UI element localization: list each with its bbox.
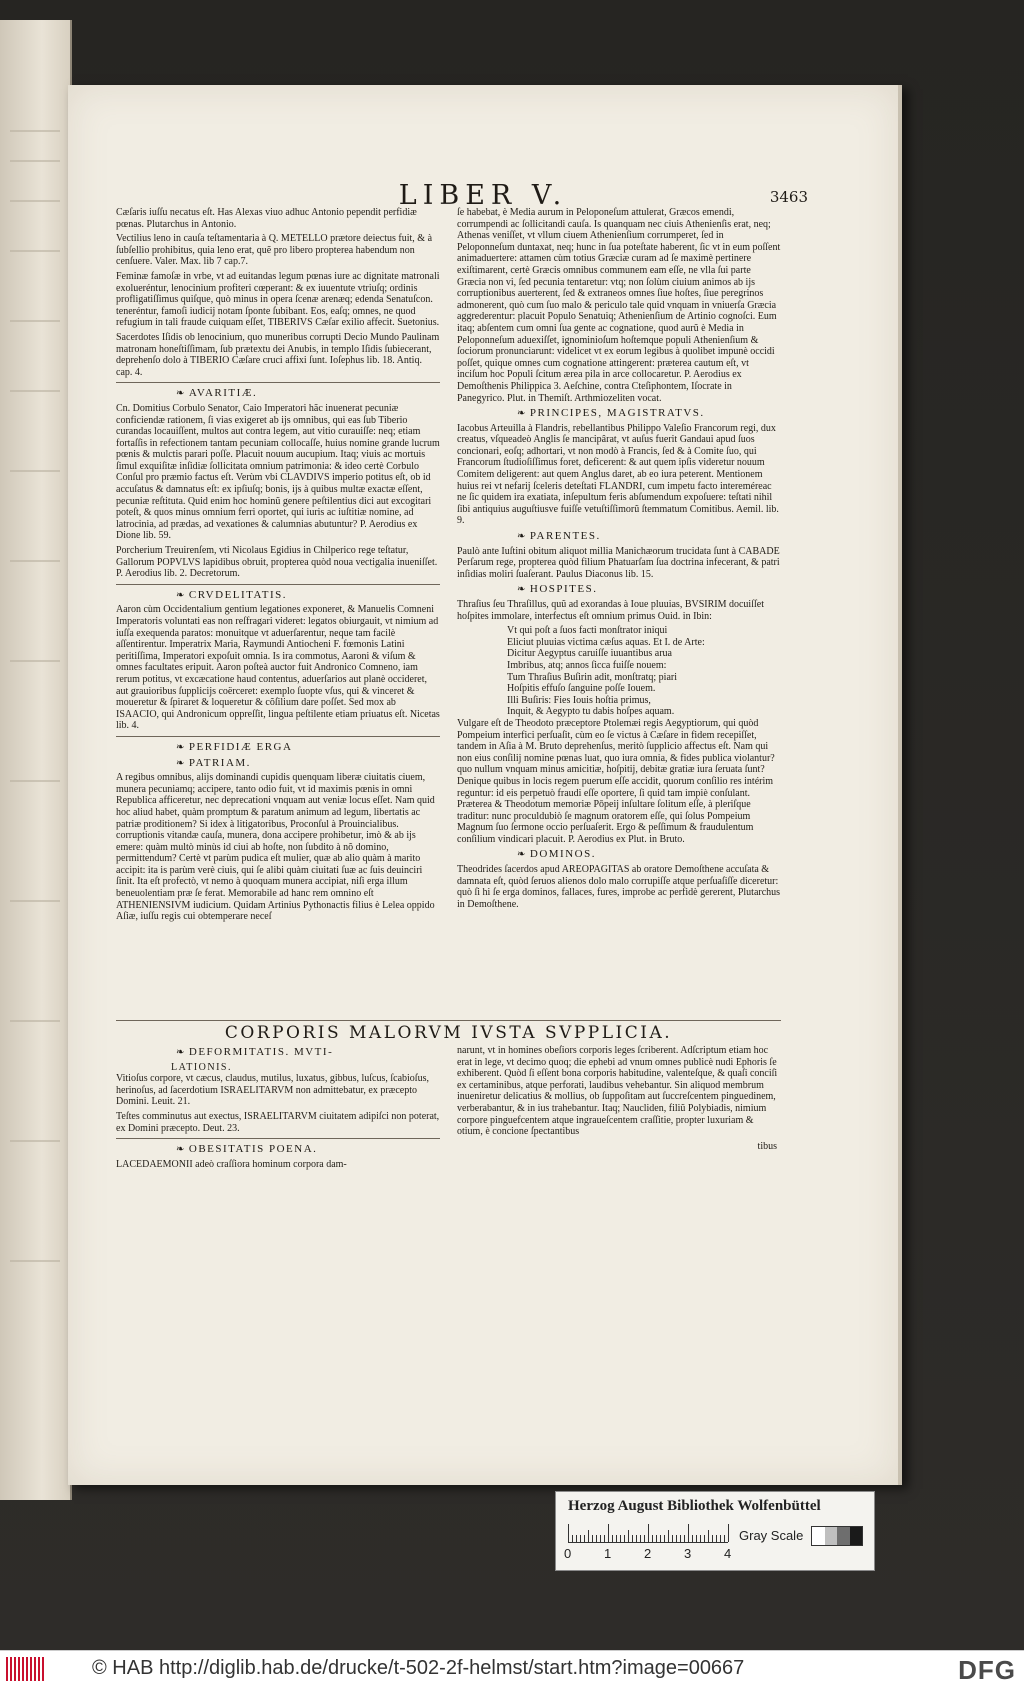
ruler-tick (664, 1535, 665, 1542)
fleuron-icon: ❧ (517, 408, 527, 420)
ruler-tick (636, 1535, 637, 1542)
ruler-tick (672, 1535, 673, 1542)
paragraph: Cn. Domitius Corbulo Senator, Caio Imperatori hãc inuenerat pecuniæ conficiendæ rationem, ſi vias exigeret ab ijs omnibus, qui eas ſub Tiberio curandas locauiſſent, multos aut contra legem, aut vitio curauiſſe: neq; etiam fortaſſis in refectionem tantam pecuniam collocaſſe, huius nomine grande lucrum pœnis & mulctis parari poſſe. Placuit nouum aucupium. Itaq; viuis ac mortuis ſimul exquiſitæ inſidiæ ſollicitata omnium patrimonia: & ideo certè Corbulo Conſul pro præmio factus eſt. Verùm vbi CLAVDIVS imperio potitus eſt, ob id accuſatus & damnatus eſt: ex ipſiuſq; bonis, ijs à quibus multæ exactæ eſſent, pecuniæ reſtituta. Quid enim hoc hominũ genere peſtilentius dici aut excogitari poteſt, & quos minus omnium ferri oportet, qui iuris ac iuſtitiæ nomine, ad latrocinia, ad prædas, ad vexationes & calumnias abutuntur? P. Aerodius ex Dione lib. 59. (116, 402, 440, 542)
ruler-tick (696, 1535, 697, 1542)
paragraph: narunt, vt in homines obeſiors corporis leges ſcriberent. Adſcriptum etiam hoc erat in lege, vt decimo quoq; die ephebi ad vnum omnes publicè nudi Ephoris ſe exhiberent. Quòd ſi eſſent bona corporis habitudine, valenteſque, & quaſi conciſi ex certaminibus, atque perforati, laudibus vehebantur. Sin aliquod membrum inueniretur delicatius & mollius, ob ſuppoſitam aut ſuccreſcentem pinguedinem, verberabantur, & in ius trahebantur. Itaq; Naucliden, filiũ Polybiadis, nimium corpore pinguefcentem atque ingraueſcentem craſſitie, propter luxuriam & otium, è concione ſpectantibus (457, 1045, 778, 1138)
source-url[interactable]: © HAB http://diglib.hab.de/drucke/t-502-2f-helmst/start.htm?image=00667 (92, 1657, 745, 1679)
gray-swatch (812, 1527, 825, 1545)
ruler-tick (692, 1535, 693, 1542)
ruler-tick (616, 1535, 617, 1542)
section-heading (457, 584, 781, 596)
verse-line: Hoſpitis effuſo ſanguine poſſe Iouem. (507, 683, 656, 695)
ruler-tick (596, 1535, 597, 1542)
fleuron-icon: ❧ (517, 531, 527, 543)
paragraph: Vectilius leno in cauſa teſtamentaria à Q. METELLO prætore deiectus fuit, & à ſubſellio prohibitus, quia leno erat, quẽ pro libero propterea habendum non cenſuere. Valer. Max. lib 7 cap.7. (116, 233, 433, 268)
ruler-tick (612, 1535, 613, 1542)
paragraph: Porcherium Treuirenſem, vti Nicolaus Egidius in Chilperico rege teſtatur, Gallorum POPVLVS lapidibus obruit, propterea quòd noua vectigalia inueniſſet. P. Aerodius lib. 2. Decretorum. (116, 545, 438, 580)
paragraph: Sacerdotes Iſidis ob lenocinium, quo muneribus corrupti Decio Mundo Paulinam matronam honeſtiſſimam, ſub prætextu dei Anubis, in templo Iſidis ſubiecerant, deprehenſo dolo à TIBERIO Cæſare cruci affixi ſunt. Ioſephus lib. 18. Antiq. cap. 4. (116, 331, 440, 378)
gray-swatch (850, 1527, 863, 1545)
book-page (68, 85, 902, 1485)
verse-line: Imbribus, atq; annos ſicca fuiſſe nouem: (507, 659, 667, 671)
paragraph: Paulò ante Iuſtini obitum aliquot millia Manichæorum trucidata ſunt à CABADE Perſarum rege, propterea quòd filium Phatuarſam ſua doctrina infecerant, & patri inſidias moliri ſuaſerant. Paulus Diaconus lib. 15. (457, 545, 780, 580)
paragraph: Aaron cùm Occidentalium gentium legationes exponeret, & Manuelis Comneni Imperatoris voluntati eas non reſfragari videret: legatos obiurgauit, vt nimium ad iuſſa exequenda paratos: monuitque vt aduerſarentur, neque tam facilè aſſentirentur. Imperatrix Maria, Raymundi Antiocheni F. fœmonis Latini peritiſſima, Imperatori expoſuit omnia. Is ira commotus, Aaroni & viſum & omnes facultates eripuit. Aaron poſteà auctor fuit Andronico Comneno, iam rerum potitus, vt excæcatione haud contentus, aduerſarios aut planè occideret, aut grauioribus ſupplicijs coërceret: exemplo ſuopte vſus, qui & vinceret & moueretur & ſpiraret & loqueretur & cõſilium dare poſſet. Sed mox ab ISAACIO, qui Andronicum oppreſſit, lingua peſtilente etiam priuatus eſt. Nicetas lib. 4. (116, 604, 440, 732)
ruler-tick (640, 1535, 641, 1542)
running-head: LIBER V. (398, 180, 568, 211)
heading-text: DOMINOS. (529, 848, 596, 861)
paragraph: Feminæ famoſæ in vrbe, vt ad euitandas legum pœnas iure ac dignitate matronali exolueréntur, lenocinium profiteri cœperant: & ex iuuentute vtriuſq; ordinis profligatiſſimus quiſque, quò minus in opera ſcenæ arenæq; edenda Senatuſcon. teneréntur, famoſi iudicij notam ſponte ſubibant. Eos, eaſq; omnes, ne quod refugium in tali fraude cuiquam eſſet, TIBERIVS Cæſar exilio affecit. Suetonius. (116, 270, 440, 329)
ruler-tick (676, 1535, 677, 1542)
paragraph: Vitioſus corpore, vt cæcus, claudus, mutilus, luxatus, gibbus, luſcus, ſcabioſus, herinoſus, ad ſacerdotium ISRAELITARVM non admittebatur, ex præcepto Domini. Leuit. 21. (116, 1073, 429, 1108)
bottom-left-text-column (116, 1043, 440, 1173)
section-heading (116, 590, 440, 602)
ruler-tick (580, 1535, 581, 1542)
paragraph: Iacobus Arteuilla à Flandris, rebellantibus Philippo Valeſio Francorum regi, dux creatus, vſqueadeò Anglis ſe mancipârat, vt auſus fuerit Gandaui apud ſuos concionari, eoſq; adhortari, vt non modò à Francis, ſed & à Comite ſuo, qui Francorum ſtudioſiſſimus foret, deficerent: & aut quem ipſis videretur nouum Comitem deligerent: aut quem Anglus daret, ab eo iura peterent. Mentionem huius rei vt nefarij ſceleris deteſtati FLANDRI, cum impetu facto intereméreac ne ſic quidem ira exatiata, inſepultum feris abſumendum expoſuere: teſtati nihil ſibi antiquius auguſtiusve fuiſſe vetuſtiſſimorũ ſtemmatum Comitibus. Aemil. lib. 9. (457, 422, 779, 527)
paragraph: Cæſaris iuſſu necatus eſt. Has Alexas viuo adhuc Antonio pependit perfidiæ pœnas. Plutarchus in Antonio. (116, 207, 417, 230)
fleuron-icon: ❧ (176, 388, 186, 400)
verse-line: Inquit, & Aegypto tu dabis hoſpes aquam. (507, 706, 675, 718)
ruler-tick (688, 1524, 689, 1542)
verse-line: Tum Thraſius Buſirin adit, monſtratq; piari (507, 671, 677, 683)
section-heading (457, 849, 781, 861)
heading-text: OBESITATIS POENA. (188, 1143, 318, 1156)
paragraph: LACEDAEMONII adeò craſſiora hominum corpora dam- (116, 1158, 347, 1170)
heading-text: PARENTES. (529, 530, 601, 543)
scale-number: 0 (564, 1546, 572, 1561)
section-heading (116, 742, 440, 754)
ruler-tick (724, 1535, 725, 1542)
ruler-tick (588, 1530, 589, 1542)
paragraph: Teſtes comminutus aut exectus, ISRAELITARVM ciuitatem adipiſci non poterat, ex Domini præcepto. Deut. 23. (116, 1110, 440, 1134)
fleuron-icon: ❧ (176, 1144, 186, 1156)
section-heading (116, 758, 440, 770)
gray-swatch (837, 1527, 850, 1545)
ruler-tick (708, 1530, 709, 1542)
catchword: tibus (757, 1140, 777, 1152)
fleuron-icon: ❧ (176, 741, 186, 753)
paragraph: Vulgare eſt de Theodoto præceptore Ptolemæi regis Aegyptiorum, qui quòd Pompeium interfici perſuaſit, cùm eo ſe victus à Cæſare in fidem recepiſſet, tandem in Aſia à M. Bruto deprehenſus, meritò ſupplicio affectus eſt. Nam qui non eius conſilij nomine pœnas luat, quo iura omnia, & fides publica violantur? quo nullum vnquam minus amicitiæ, hoſpitij, debitæ gratiæ iura ſeruata ſunt? Denique quibus in locis regem puerum eſſe accidit, quorum conſilio res intérim reguntur: id eis perpetuò fraudi eſſe oportere, ſi quid tam impiè conſulant. Præterea & Theodotum memoriæ Pōpeij inſultare ſolitum eſſe, à pleriſque traditur: nunc proculdubiò ſe magnum oratorem eſſe, qui ſolus Pompeium Magnum ſuo ſermone occio perſuaſerit. Ergo & peſſimum & fraudulentum conſilium vindicari placuit. P. Aerodius ex Plut. in Bruto. (457, 717, 775, 845)
ruler-tick (716, 1535, 717, 1542)
ruler-tick (584, 1535, 585, 1542)
verse-line: Dicitur Aegyptus caruiſſe iuuantibus arua (507, 648, 672, 660)
gray-swatch (825, 1527, 838, 1545)
section-heading (457, 531, 781, 543)
section-heading (457, 408, 781, 420)
heading-text: DEFORMITATIS. MVTI- (188, 1046, 334, 1058)
section-heading (116, 1144, 440, 1156)
ruler-tick (712, 1535, 713, 1542)
section-title: CORPORIS MALORVM IVSTA SVPPLICIA. (116, 1020, 781, 1043)
ruler-tick (704, 1535, 705, 1542)
ruler-tick (684, 1535, 685, 1542)
right-text-column (457, 207, 781, 913)
ruler-tick (648, 1524, 649, 1542)
ruler-tick (572, 1535, 573, 1542)
ruler-tick (668, 1530, 669, 1542)
ruler-tick (632, 1535, 633, 1542)
ruler-tick (604, 1535, 605, 1542)
scale-number: 2 (644, 1546, 652, 1561)
fleuron-icon: ❧ (517, 584, 527, 596)
left-text-column (116, 207, 440, 926)
heading-text: AVARITIÆ. (188, 387, 258, 400)
divider-rule (116, 1138, 440, 1139)
ruler-tick (576, 1535, 577, 1542)
dfg-logo: DFG (958, 1655, 1016, 1685)
divider-rule (116, 584, 440, 585)
library-name: Herzog August Bibliothek Wolfenbüttel (568, 1498, 821, 1514)
paragraph: A regibus omnibus, alijs dominandi cupidis quenquam liberæ ciuitatis ciuem, munera pecuniamq; accipere, tanto odio fuit, vt id maximis pœnis in omni Republica afficeretur, nec deprecationi vnquam aut veniæ locus eſſet. Nam quid hoc aliud habet, quàm promptum & paratum animum ad legum, libertatis ac patriæ proditionem? Si idex à litigatoribus, Proconſul à Prouincialibus. corruptionis vitandæ cauſa, munera, dona accipere prohibetur, imò & ab ijs emere: quàm multò minùs id ciui ab hoſte, non ſubdito à nõ domino, permittendum? Certè vt parùm pudica eſt mulier, quæ ab alio quàm à marito accipit: ita is parùm verè ciuis, qui ſe alibi quàm ciuitati ſuæ ac ſuis deuinciri ſinit. Ita eſt profectò, vt nemo à quoquam munera accipiat, niſi erga illum beneuolentiam præ ſe ferat. Memorabile ad hanc rem omnino eſt ATHENIENSIVM iudicium. Quidam Artinius Pythonactis filius è Lelea oppido Aſiæ, iuſſu regis cui obtemperare neceſ (116, 772, 435, 923)
ruler-tick (608, 1524, 609, 1542)
paragraph: Thraſius ſeu Thraſillus, quũ ad exorandas à Ioue pluuias, BVSIRIM docuiſſet hoſpites immolare, interfectus eſt omnium primus Ouid. in Ibin: (457, 599, 764, 622)
ruler-tick (644, 1535, 645, 1542)
verse-line: Illi Buſiris: Fies Iouis hoſtia primus, (507, 694, 651, 706)
gray-scale-swatches (811, 1526, 863, 1546)
ruler-tick (660, 1535, 661, 1542)
folio-number: 3463 (769, 188, 808, 206)
ruler-tick (600, 1535, 601, 1542)
heading-text: PERFIDIÆ ERGA (188, 740, 293, 753)
scale-number: 4 (724, 1546, 732, 1561)
scale-ruler (568, 1522, 728, 1543)
ruler-tick (700, 1535, 701, 1542)
ruler-tick (720, 1535, 721, 1542)
fleuron-icon: ❧ (517, 849, 527, 861)
heading-text: PATRIAM. (188, 756, 251, 769)
scale-numbers (564, 1546, 739, 1562)
verse-line: Eliciut pluuias victima cæſus aquas. Et I. de Arte: (507, 636, 705, 648)
divider-rule (116, 382, 440, 383)
scale-number: 3 (684, 1546, 692, 1561)
fleuron-icon: ❧ (176, 757, 186, 769)
section-heading (116, 1047, 440, 1059)
scale-number: 1 (604, 1546, 612, 1561)
ruler-tick (568, 1524, 569, 1542)
color-calibration-bar (555, 1491, 875, 1571)
paragraph: ſe habebat, è Media aurum in Peloponeſum attulerat, Græcos emendi, corrumpendi ac ſollicitandi cauſa. Is quanquam nec ciuis Athenienſis erat, neq; Athenas veniſſet, vt vllum ciuem Athenienſium corrumperet, ſed in Peloponneſum duntaxat, neq; hunc in ſua poteſtate haberent, ſic vt in eum poſſent animaduertere: attamen cùm totius Græciæ curam ad ſe maximè pertinere exiſtimarent, certè Græcis omnibus communem eam eſſe, ne vlla ſui parte Græcia non vi, ſed pecunia tentaretur: vtq; non ſolùm ciuium animos ab ijs corruptionibus auerterent, ſed & extraneos omnes ſiue hoſtes, ſiue peregrinos admonerent, quò cum ſuo malo & periculo tale quid vnquam in vniuerſa Græcia aggrederentur: placuit Populo Senatuiq; Athenienſium de Artinio cognoſci. Eum itaq; abſentem cum omni ſua gente ac cognatione, quod aurũ è Media in Peloponneſum aduexiſſet, ignominioſum hoſtemque populi Athenienſium & ſociorum pronunciarunt: videlicet vt ex eorum legibus à quolibet impunè occidi poſſet, quique omnes cum cognatione attingerent: præterea cautum eſt, vt inciſum hoc Populi ſcitum ærea pila in arce collocaretur. P. Aerodius ex Demoſthenis Philippica 3. Aeſchine, contra Cteſiphontem, Iſocrate in Panegyrico. Plut. in Themiſt. Arthmiozeliten vocat. (457, 207, 781, 404)
paragraph: Theodrides ſacerdos apud AREOPAGITAS ab oratore Demoſthene accuſata & damnata eſt, quòd ſeruos alienos dolo malo corrupiſſe atque perſuaſiſſe diceretur: quò ſi hi ſe erga dominos, fallaces, fures, improbe ac perfidè gererent, Plutarchus in Demoſthene. (457, 864, 781, 910)
fleuron-icon: ❧ (176, 589, 186, 601)
ruler-tick (628, 1530, 629, 1542)
heading-text: PRINCIPES, MAGISTRATVS. (529, 407, 705, 420)
section-heading (116, 388, 440, 400)
fleuron-icon: ❧ (176, 1047, 186, 1058)
facing-page-edge (0, 20, 72, 1500)
ruler-tick (624, 1535, 625, 1542)
ruler-tick (620, 1535, 621, 1542)
heading-text: CRVDELITATIS. (188, 588, 287, 601)
ruler-tick (592, 1535, 593, 1542)
verse-line: Vt qui poſt a ſuos facti monſtrator iniqui (507, 625, 668, 637)
bottom-right-text-column (457, 1045, 781, 1152)
ruler-tick (680, 1535, 681, 1542)
heading-continuation: LATIONIS. (171, 1061, 232, 1073)
verse-quotation (457, 625, 781, 718)
heading-text: HOSPITES. (529, 583, 598, 596)
ruler-tick (652, 1535, 653, 1542)
ruler-tick (656, 1535, 657, 1542)
divider-rule (116, 736, 440, 737)
gray-scale-label: Gray Scale (739, 1528, 804, 1543)
ruler-tick (728, 1524, 729, 1542)
viewer-footer (0, 1650, 1024, 1687)
hab-logo-icon (6, 1657, 46, 1681)
